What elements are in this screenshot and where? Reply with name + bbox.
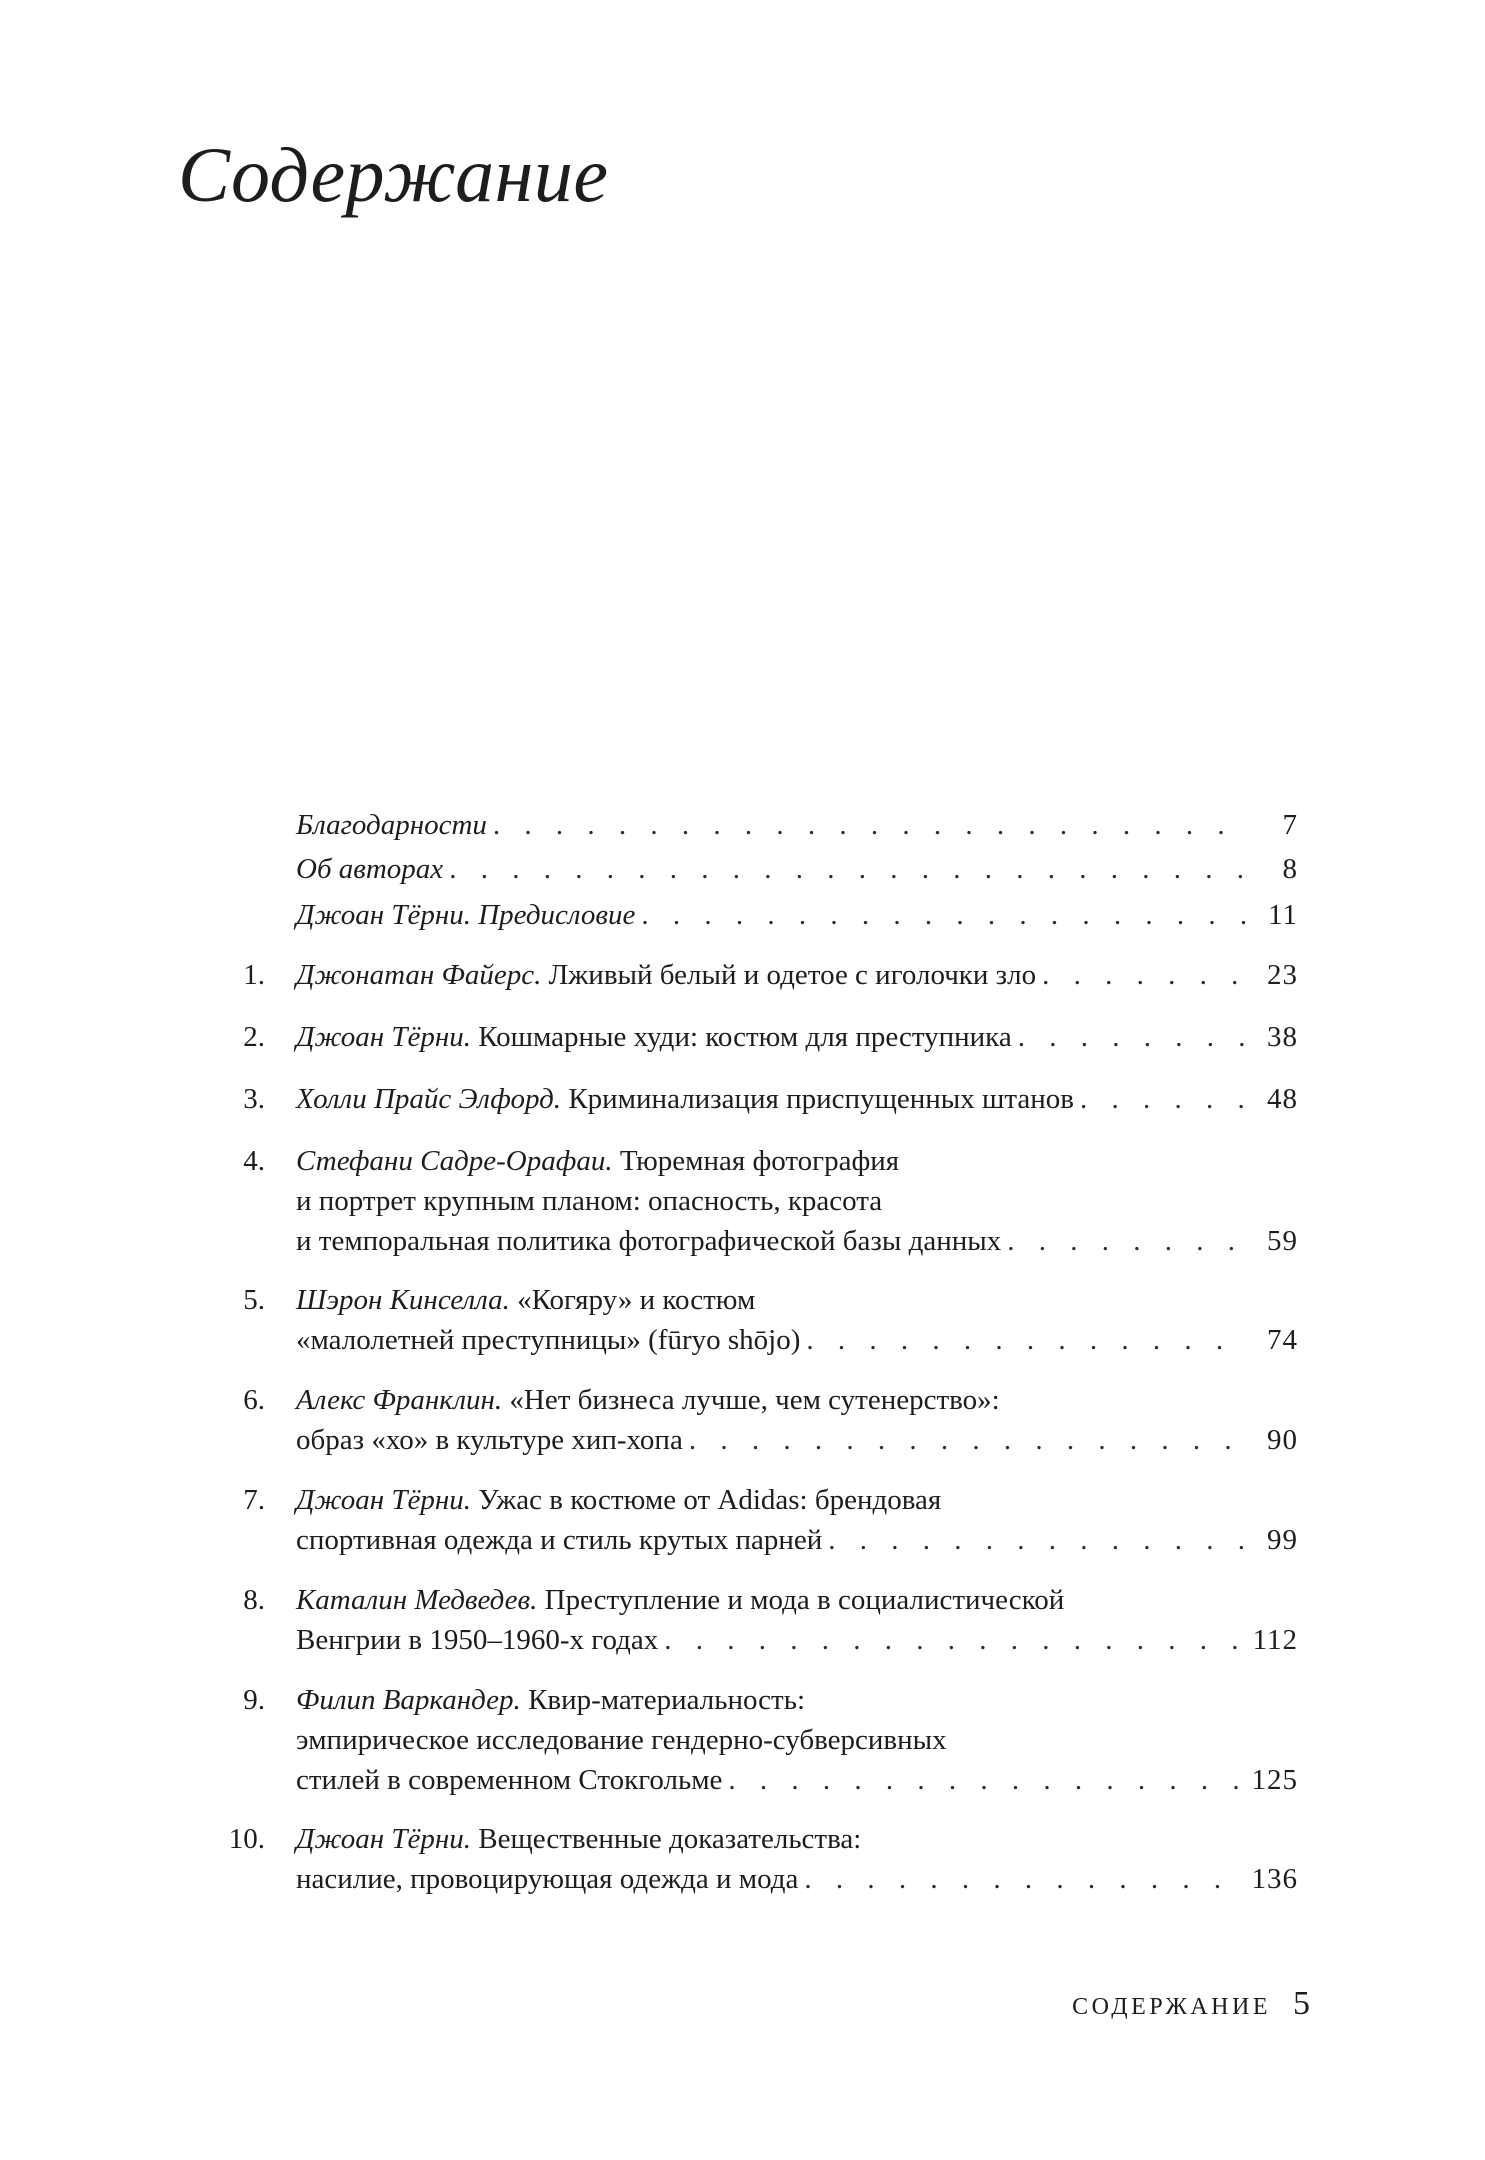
chapter-title-line: Тюремная фотография (619, 1145, 900, 1177)
folio-page-number: 5 (1293, 1985, 1310, 2022)
page-number: 136 (1251, 1863, 1298, 1895)
chapter-title-line: Вещественные доказательства: (478, 1823, 862, 1855)
page-number: 11 (1268, 899, 1298, 931)
chapter-title-line: Кошмарные худи: костюм для преступника (478, 1021, 1012, 1053)
entry-title: Джоан Тёрни. Предисловие (296, 899, 636, 931)
page-number: 112 (1252, 1624, 1298, 1656)
dot-leader (493, 805, 1248, 845)
chapter-title-line: и портрет крупным планом: опасность, красота (296, 1185, 883, 1217)
page-number: 48 (1267, 1083, 1298, 1115)
dot-leader (449, 849, 1248, 889)
page-number: 90 (1267, 1424, 1298, 1456)
chapter-title-line: эмпирическое исследование гендерно-субверсивных (296, 1724, 947, 1756)
page-number: 8 (1282, 853, 1298, 885)
chapter-title-line: спортивная одежда и стиль крутых парней (296, 1524, 823, 1556)
chapter-author: Шэрон Кинселла. (296, 1284, 510, 1316)
chapter-number: 10. (228, 1823, 265, 1855)
chapter-title-line: Ужас в костюме от Adidas: брендовая (478, 1484, 942, 1516)
chapter-title-line: Лживый белый и одетое с иголочки зло (548, 959, 1037, 991)
entry-title: Об авторах (296, 853, 444, 885)
chapter-author: Стефани Садре-Орафаи. (296, 1145, 613, 1177)
page-number: 23 (1267, 959, 1298, 991)
chapter-number: 4. (243, 1145, 265, 1177)
chapter-title-line: образ «хо» в культуре хип-хопа (296, 1424, 683, 1456)
chapter-author: Филип Варкандер. (296, 1684, 521, 1716)
page-number: 125 (1251, 1764, 1298, 1796)
chapter-author: Джоан Тёрни. (296, 1823, 471, 1855)
dot-leader (1080, 1079, 1248, 1119)
chapter-number: 3. (243, 1083, 265, 1115)
chapter-title-line: Преступление и мода в социалистической (544, 1584, 1065, 1616)
chapter-author: Алекс Франклин. (296, 1384, 503, 1416)
dot-leader (1042, 955, 1248, 995)
chapter-title-line: и темпоральная политика фотографической базы данных (296, 1225, 1002, 1257)
chapter-author: Джоан Тёрни. (296, 1484, 471, 1516)
entry-title: Благодарности (296, 809, 487, 841)
chapter-title-line: Квир-материальность: (528, 1684, 806, 1716)
dot-leader (806, 1320, 1248, 1360)
chapter-number: 8. (243, 1584, 265, 1616)
chapter-number: 9. (243, 1684, 265, 1716)
running-footer (1060, 1985, 1310, 2023)
page-number: 74 (1267, 1324, 1298, 1356)
chapter-title-line: «Нет бизнеса лучше, чем сутенерство»: (509, 1384, 1000, 1416)
chapter-number: 6. (243, 1384, 265, 1416)
chapter-author: Джонатан Файерс. (296, 959, 542, 991)
chapter-number: 2. (243, 1021, 265, 1053)
chapter-title-line: «Когяру» и костюм (517, 1284, 756, 1316)
dot-leader (828, 1520, 1248, 1560)
chapter-author: Джоан Тёрни. (296, 1021, 471, 1053)
page-number: 7 (1282, 809, 1298, 841)
chapter-title-line: «малолетней преступницы» (fūryo shōjo) (296, 1324, 801, 1356)
chapter-title-line: Венгрии в 1950–1960-х годах (296, 1624, 659, 1656)
chapter-title-line: стилей в современном Стокгольме (296, 1764, 723, 1796)
dot-leader (689, 1420, 1248, 1460)
chapter-number: 1. (243, 959, 265, 991)
dot-leader (728, 1760, 1243, 1800)
dot-leader (664, 1620, 1244, 1660)
chapter-number: 5. (243, 1284, 265, 1316)
dot-leader (804, 1859, 1243, 1899)
page-number: 38 (1267, 1021, 1298, 1053)
dot-leader (641, 895, 1248, 935)
chapter-number: 7. (243, 1484, 265, 1516)
page-title: Содержание (178, 131, 609, 218)
page-number: 99 (1267, 1524, 1298, 1556)
chapter-title-line: Криминализация приспущенных штанов (568, 1083, 1074, 1115)
dot-leader (1018, 1017, 1248, 1057)
chapter-author: Каталин Медведев. (296, 1584, 538, 1616)
running-head-label: СОДЕРЖАНИЕ (1072, 1994, 1271, 2020)
page-number: 59 (1267, 1225, 1298, 1257)
chapter-author: Холли Прайс Элфорд. (296, 1083, 562, 1115)
dot-leader (1007, 1221, 1248, 1261)
chapter-title-line: насилие, провоцирующая одежда и мода (296, 1863, 799, 1895)
